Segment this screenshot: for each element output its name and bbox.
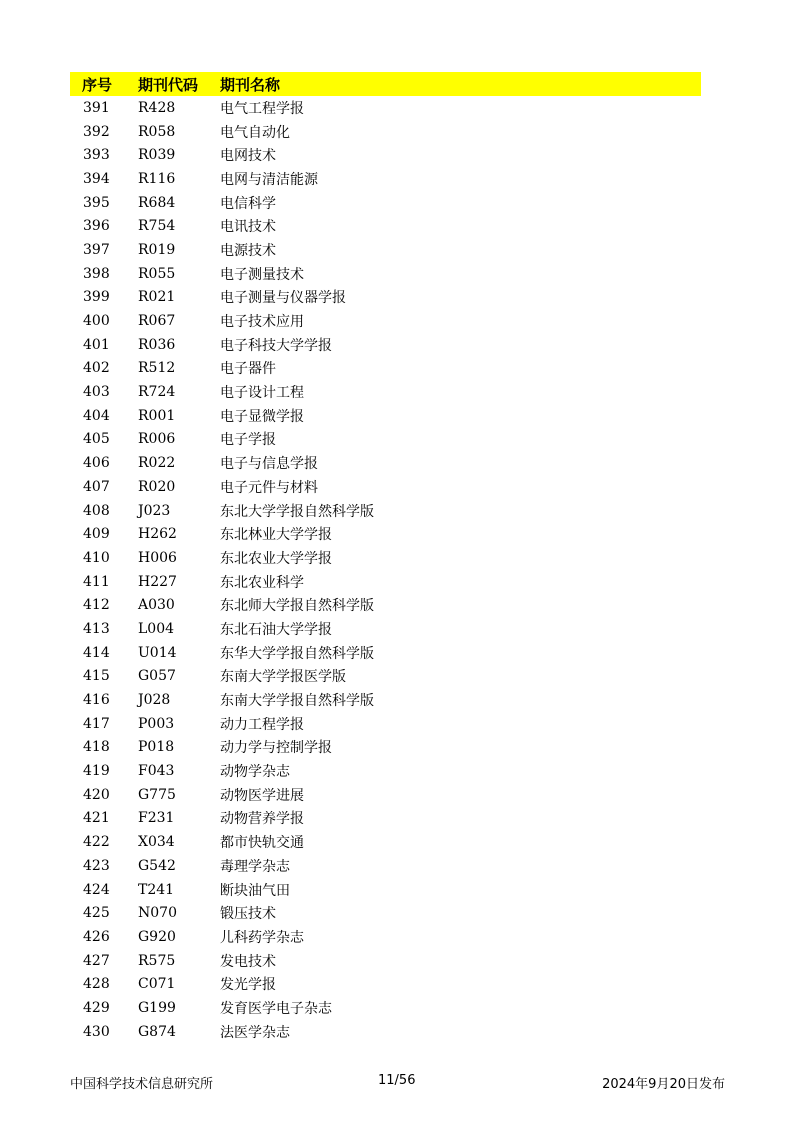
row-code: G199 [138,999,176,1016]
row-seq: 430 [83,1023,110,1040]
row-name: 电子显微学报 [220,408,304,425]
row-seq: 407 [83,478,110,495]
row-name: 电子元件与材料 [220,479,318,496]
table-row [70,641,701,665]
row-seq: 421 [83,810,110,827]
row-seq: 419 [83,763,110,780]
table-row [70,996,701,1020]
table-row [70,1020,701,1044]
row-seq: 410 [83,549,110,566]
table-row [70,712,701,736]
row-code: R428 [138,99,176,116]
row-name: 发育医学电子杂志 [220,1000,332,1017]
page-footer [0,1073,794,1093]
row-name: 东华大学学报自然科学版 [220,645,374,662]
row-seq: 414 [83,644,110,661]
row-code: F043 [138,763,175,780]
row-code: J023 [138,502,171,519]
table-row [70,333,701,357]
row-code: R055 [138,265,176,282]
row-code: R058 [138,123,176,140]
row-code: L004 [138,620,175,637]
row-code: R001 [138,407,176,424]
row-seq: 396 [83,218,110,235]
table-row [70,854,701,878]
table-row [70,925,701,949]
row-code: N070 [138,905,177,922]
row-seq: 391 [83,99,110,116]
row-code: F231 [138,810,175,827]
table-row [70,357,701,381]
row-name: 电讯技术 [220,219,276,236]
row-name: 东北大学学报自然科学版 [220,503,374,520]
row-name: 电网与清洁能源 [220,171,318,188]
row-name: 东南大学学报医学版 [220,669,346,686]
row-seq: 404 [83,407,110,424]
row-name: 电子与信息学报 [220,456,318,473]
row-name: 电子学报 [220,432,276,449]
table-row [70,380,701,404]
table-row [70,451,701,475]
row-code: H227 [138,573,177,590]
row-seq: 402 [83,360,110,377]
table-row [70,688,701,712]
table-row [70,96,701,120]
table-row [70,878,701,902]
row-name: 电子科技大学学报 [220,337,332,354]
table-row [70,949,701,973]
row-name: 毒理学杂志 [220,858,290,875]
table-row [70,475,701,499]
table-row [70,499,701,523]
row-seq: 417 [83,715,110,732]
row-name: 电子测量与仪器学报 [220,290,346,307]
row-code: R020 [138,478,176,495]
row-seq: 423 [83,857,110,874]
row-name: 东南大学学报自然科学版 [220,693,374,710]
row-code: H262 [138,526,177,543]
row-name: 动力学与控制学报 [220,740,332,757]
row-code: R067 [138,313,176,330]
row-seq: 422 [83,834,110,851]
table-row [70,901,701,925]
row-seq: 411 [83,573,110,590]
row-seq: 406 [83,455,110,472]
table-header-row [70,72,701,96]
row-seq: 427 [83,952,110,969]
row-code: R022 [138,455,176,472]
row-seq: 405 [83,431,110,448]
journal-table [70,72,701,1044]
row-name: 电气工程学报 [220,100,304,117]
row-code: P003 [138,715,175,732]
row-code: T241 [138,881,175,898]
row-code: G057 [138,668,176,685]
row-code: R724 [138,384,176,401]
table-row [70,143,701,167]
table-row [70,286,701,310]
footer-publish-date: 2024年9月20日发布 [602,1077,725,1092]
row-seq: 399 [83,289,110,306]
header-code: 期刊代码 [138,75,199,94]
row-code: X034 [138,834,175,851]
row-code: G920 [138,928,176,945]
row-code: R116 [138,170,176,187]
row-code: C071 [138,976,176,993]
row-code: U014 [138,644,177,661]
row-name: 电子设计工程 [220,385,304,402]
table-row [70,262,701,286]
row-seq: 409 [83,526,110,543]
table-row [70,214,701,238]
row-name: 动物医学进展 [220,787,304,804]
row-name: 电源技术 [220,242,276,259]
row-seq: 403 [83,384,110,401]
row-name: 动力工程学报 [220,716,304,733]
row-seq: 425 [83,905,110,922]
row-seq: 428 [83,976,110,993]
table-row [70,736,701,760]
row-name: 东北农业大学学报 [220,550,332,567]
table-row [70,593,701,617]
row-code: G542 [138,857,176,874]
row-seq: 418 [83,739,110,756]
row-seq: 392 [83,123,110,140]
table-row [70,972,701,996]
row-name: 东北师大学报自然科学版 [220,598,374,615]
table-row [70,522,701,546]
row-seq: 412 [83,597,110,614]
row-seq: 401 [83,336,110,353]
table-row [70,404,701,428]
row-code: R754 [138,218,176,235]
row-seq: 397 [83,241,110,258]
row-seq: 395 [83,194,110,211]
row-code: R019 [138,241,176,258]
row-name: 断块油气田 [220,882,290,899]
table-row [70,191,701,215]
row-code: H006 [138,549,177,566]
table-row [70,309,701,333]
row-name: 电子技术应用 [220,314,304,331]
table-row [70,807,701,831]
row-name: 锻压技术 [220,906,276,923]
table-row [70,120,701,144]
header-name: 期刊名称 [220,75,281,94]
row-name: 儿科药学杂志 [220,929,304,946]
row-name: 发电技术 [220,953,276,970]
row-name: 动物学杂志 [220,764,290,781]
row-name: 电信科学 [220,195,276,212]
table-row [70,830,701,854]
header-seq: 序号 [82,75,113,94]
row-code: P018 [138,739,175,756]
row-code: R684 [138,194,176,211]
row-code: R039 [138,147,176,164]
table-row [70,759,701,783]
row-seq: 398 [83,265,110,282]
table-row [70,617,701,641]
row-name: 电网技术 [220,148,276,165]
row-name: 电子器件 [220,361,276,378]
row-name: 电气自动化 [220,124,290,141]
table-row [70,665,701,689]
row-seq: 416 [83,692,110,709]
row-seq: 408 [83,502,110,519]
table-row [70,546,701,570]
row-code: R006 [138,431,176,448]
row-name: 东北林业大学学报 [220,527,332,544]
row-name: 都市快轨交通 [220,835,304,852]
row-seq: 426 [83,928,110,945]
row-code: J028 [138,692,171,709]
row-code: A030 [138,597,175,614]
table-row [70,167,701,191]
row-name: 东北农业科学 [220,574,304,591]
row-code: R575 [138,952,176,969]
table-row [70,570,701,594]
row-name: 动物营养学报 [220,811,304,828]
row-seq: 394 [83,170,110,187]
table-row [70,428,701,452]
row-seq: 400 [83,313,110,330]
row-code: R021 [138,289,176,306]
row-name: 东北石油大学学报 [220,621,332,638]
row-seq: 429 [83,999,110,1016]
row-seq: 413 [83,620,110,637]
row-seq: 415 [83,668,110,685]
row-code: G874 [138,1023,176,1040]
footer-organization: 中国科学技术信息研究所 [70,1077,214,1092]
row-seq: 393 [83,147,110,164]
row-code: R512 [138,360,176,377]
footer-page-number: 11/56 [378,1073,416,1088]
row-name: 法医学杂志 [220,1024,290,1041]
table-row [70,783,701,807]
row-code: G775 [138,786,176,803]
row-code: R036 [138,336,176,353]
row-name: 电子测量技术 [220,266,304,283]
row-seq: 420 [83,786,110,803]
row-seq: 424 [83,881,110,898]
table-row [70,238,701,262]
table-body [70,96,701,1044]
row-name: 发光学报 [220,977,276,994]
